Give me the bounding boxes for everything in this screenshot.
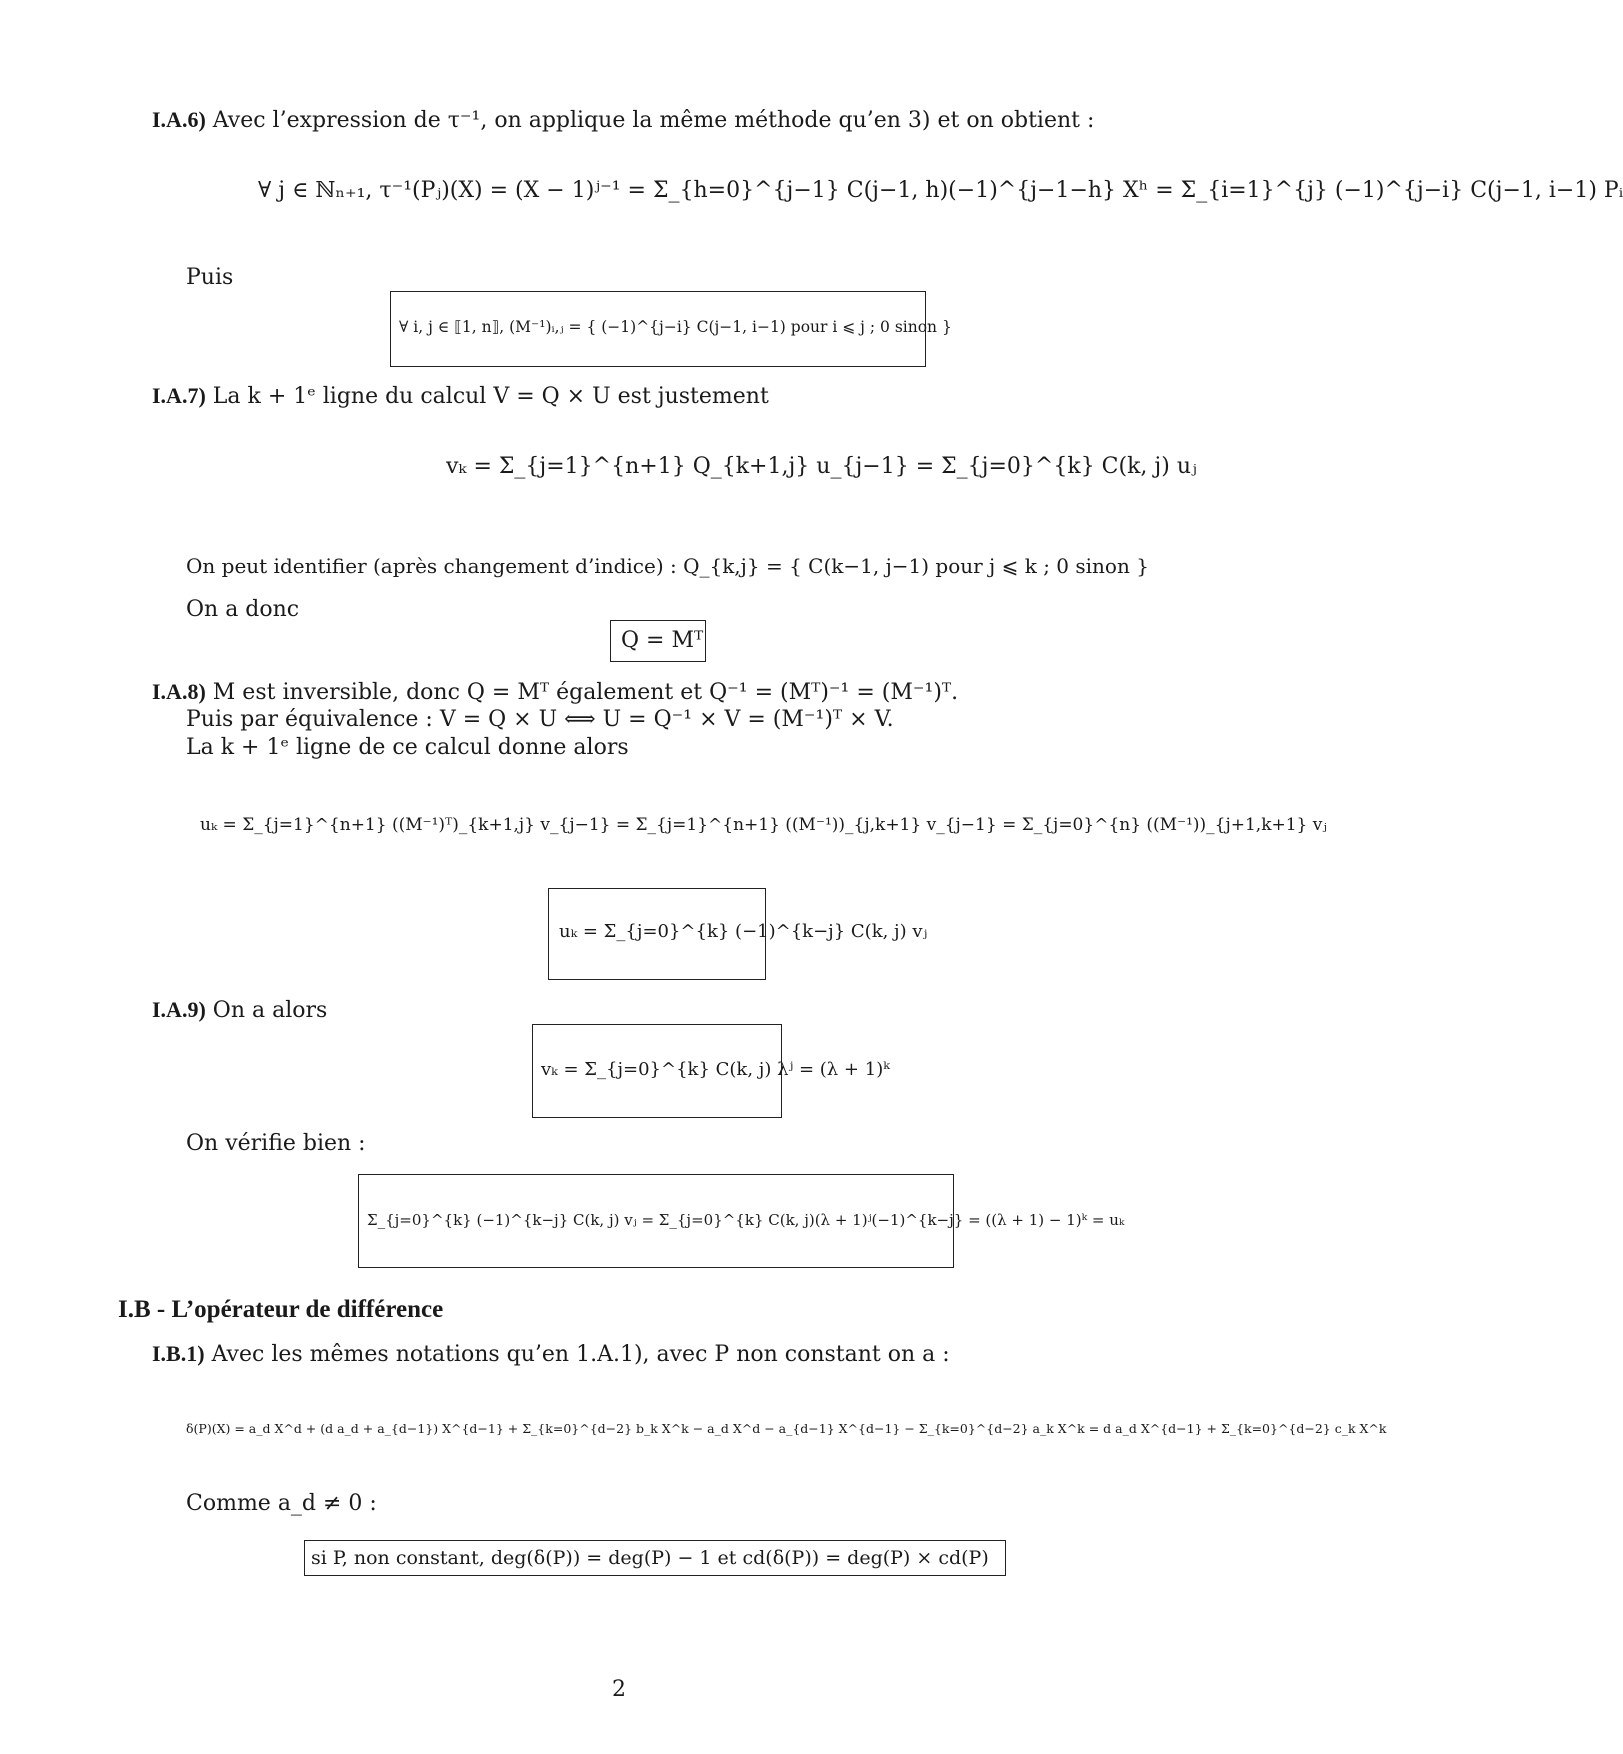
item-text: Avec l’expression de τ⁻¹, on applique la même méthode qu’en 3) et on obtient : (212, 108, 1095, 133)
boxed-equation: ∀ i, j ∈ ⟦1, n⟧, (M⁻¹)ᵢ,ⱼ = { (−1)^{j−i} C(j−1, i−1) pour i ⩽ j ; 0 sinon } (399, 318, 952, 336)
boxed-result-vk (532, 1024, 890, 1118)
item-i-a-6 (152, 106, 1094, 135)
boxed-equation: Q = Mᵀ (621, 628, 704, 653)
item-label: I.A.9) (152, 997, 206, 1022)
paragraph-on-a-donc: On a donc (186, 597, 300, 622)
paragraph-puis: Puis (186, 265, 234, 290)
boxed-result-m-inverse (390, 291, 952, 367)
item-text: Avec les mêmes notations qu’en 1.A.1), avec P non constant on a : (211, 1342, 950, 1367)
boxed-result-degree (304, 1540, 1006, 1576)
section-heading-i-b: I.B - L’opérateur de différence (118, 1296, 444, 1323)
item-text: La k + 1ᵉ ligne du calcul V = Q × U est justement (212, 384, 769, 409)
boxed-equation: Σ_{j=0}^{k} (−1)^{k−j} C(k, j) vⱼ = Σ_{j=0}^{k} C(k, j)(λ + 1)ʲ(−1)^{k−j} = ((λ + 1) − 1)ᵏ = uₖ (367, 1211, 1125, 1229)
paragraph-ligne-calcul: La k + 1ᵉ ligne de ce calcul donne alors (186, 735, 629, 760)
paragraph-identification: On peut identifier (après changement d’indice) : Q_{k,j} = { C(k−1, j−1) pour j ⩽ k ; 0 sinon } (186, 554, 1149, 578)
item-label: I.A.8) (152, 679, 206, 704)
item-i-a-9 (152, 996, 327, 1025)
item-text: On a alors (212, 998, 328, 1023)
display-equation-delta-p: δ(P)(X) = a_d X^d + (d a_d + a_{d−1}) X^{d−1} + Σ_{k=0}^{d−2} b_k X^k − a_d X^d − a_{d−1} X^{d−1} − Σ_{k=0}^{d−2} a_k X^k = d a_d X^{d−1} + Σ_{k=0}^{d−2} c_k X^k (186, 1421, 1387, 1436)
item-label: I.A.7) (152, 383, 206, 408)
paragraph-on-verifie: On vérifie bien : (186, 1131, 366, 1156)
boxed-result-verification (358, 1174, 1125, 1268)
display-equation-uk-sum: uₖ = Σ_{j=1}^{n+1} ((M⁻¹)ᵀ)_{k+1,j} v_{j−1} = Σ_{j=1}^{n+1} ((M⁻¹))_{j,k+1} v_{j−1} = Σ_{j=0}^{n} ((M⁻¹))_{j+1,k+1} vⱼ (200, 815, 1327, 835)
boxed-result-q-equals-mt (610, 620, 706, 662)
paragraph-equivalence: Puis par équivalence : V = Q × U ⟺ U = Q⁻¹ × V = (M⁻¹)ᵀ × V. (186, 707, 894, 732)
boxed-equation: si P, non constant, deg(δ(P)) = deg(P) − 1 et cd(δ(P)) = deg(P) × cd(P) (311, 1547, 989, 1569)
item-i-b-1 (152, 1340, 950, 1369)
boxed-result-uk (548, 888, 928, 980)
display-equation-vk: vₖ = Σ_{j=1}^{n+1} Q_{k+1,j} u_{j−1} = Σ_{j=0}^{k} C(k, j) uⱼ (446, 454, 1197, 479)
boxed-equation: uₖ = Σ_{j=0}^{k} (−1)^{k−j} C(k, j) vⱼ (559, 921, 928, 942)
item-i-a-7 (152, 382, 769, 411)
page-number: 2 (612, 1677, 626, 1702)
item-text: M est inversible, donc Q = Mᵀ également et Q⁻¹ = (Mᵀ)⁻¹ = (M⁻¹)ᵀ. (212, 680, 959, 705)
item-i-a-8 (152, 678, 958, 707)
item-label: I.B.1) (152, 1341, 205, 1366)
item-label: I.A.6) (152, 107, 206, 132)
boxed-equation: vₖ = Σ_{j=0}^{k} C(k, j) λʲ = (λ + 1)ᵏ (541, 1059, 890, 1080)
display-equation-tau-inverse: ∀ j ∈ ℕₙ₊₁, τ⁻¹(Pⱼ)(X) = (X − 1)ʲ⁻¹ = Σ_{h=0}^{j−1} C(j−1, h)(−1)^{j−1−h} Xʰ = Σ_{i=1}^{j} (−1)^{j−i} C(j−1, i−1) Pᵢ (258, 178, 1623, 203)
paragraph-comme: Comme a_d ≠ 0 : (186, 1491, 377, 1516)
